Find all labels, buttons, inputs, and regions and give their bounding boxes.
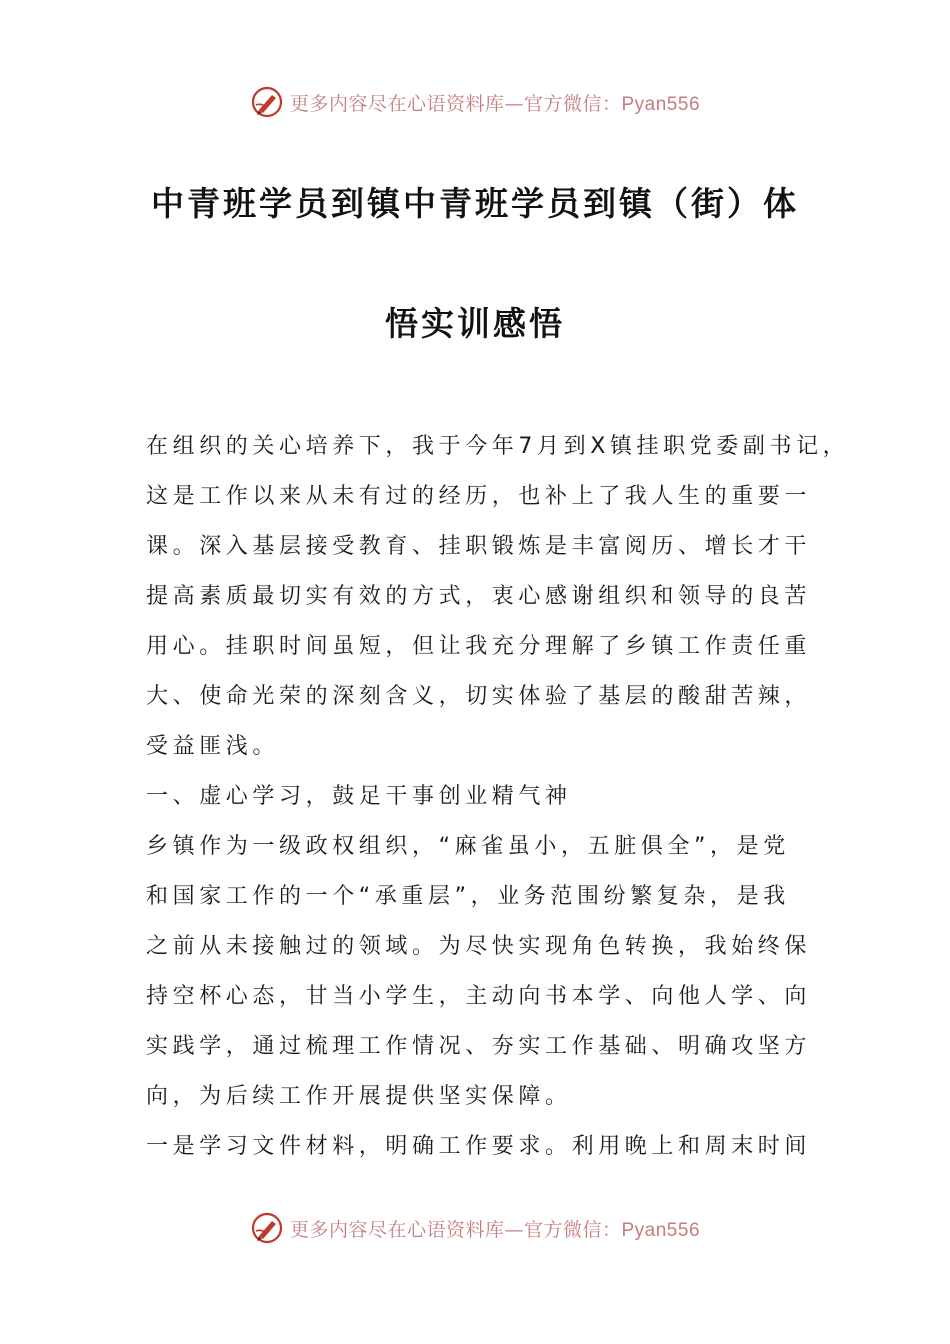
pen-logo-icon bbox=[250, 85, 284, 119]
body-line: 乡镇作为一级政权组织，“麻雀虽小，五脏俱全”，是党 bbox=[146, 834, 790, 859]
watermark-id: Pyan556 bbox=[621, 1219, 701, 1241]
watermark-id: Pyan556 bbox=[621, 93, 701, 115]
body-line: 用心。挂职时间虽短，但让我充分理解了乡镇工作责任重 bbox=[146, 634, 812, 659]
body-line: 受益匪浅。 bbox=[146, 734, 280, 759]
body-line: 向，为后续工作开展提供坚实保障。 bbox=[146, 1084, 572, 1109]
body-line: 持空杯心态，甘当小学生，主动向书本学、向他人学、向 bbox=[146, 984, 812, 1009]
document-title-line-2: 悟实训感悟 bbox=[385, 304, 565, 343]
body-line: 实践学，通过梳理工作情况、夯实工作基础、明确攻坚方 bbox=[146, 1034, 812, 1059]
body-line: 提高素质最切实有效的方式，衷心感谢组织和领导的良苦 bbox=[146, 584, 812, 609]
body-line: 和国家工作的一个“承重层”，业务范围纷繁复杂，是我 bbox=[146, 884, 790, 909]
body-line: 一是学习文件材料，明确工作要求。利用晚上和周末时间 bbox=[146, 1134, 812, 1159]
body-line: 之前从未接触过的领域。为尽快实现角色转换，我始终保 bbox=[146, 934, 812, 959]
header-watermark bbox=[0, 82, 950, 122]
document-body bbox=[146, 422, 850, 1172]
body-line: 大、使命光荣的深刻含义，切实体验了基层的酸甜苦辣， bbox=[146, 684, 812, 709]
pen-logo-icon bbox=[250, 1211, 284, 1245]
body-line: 这是工作以来从未有过的经历，也补上了我人生的重要一 bbox=[146, 484, 812, 509]
body-line: 课。深入基层接受教育、挂职锻炼是丰富阅历、增长才干 bbox=[146, 534, 812, 559]
section-heading: 一、虚心学习，鼓足干事创业精气神 bbox=[146, 784, 572, 809]
document-title-line-1: 中青班学员到镇中青班学员到镇（街）体 bbox=[151, 184, 799, 223]
watermark-text: 更多内容尽在心语资料库—官方微信：Pyan556 bbox=[289, 1218, 701, 1241]
body-line: 在组织的关心培养下，我于今年7月到X镇挂职党委副书记， bbox=[146, 434, 850, 459]
watermark-text: 更多内容尽在心语资料库—官方微信：Pyan556 bbox=[289, 92, 701, 115]
footer-watermark bbox=[0, 1208, 950, 1248]
